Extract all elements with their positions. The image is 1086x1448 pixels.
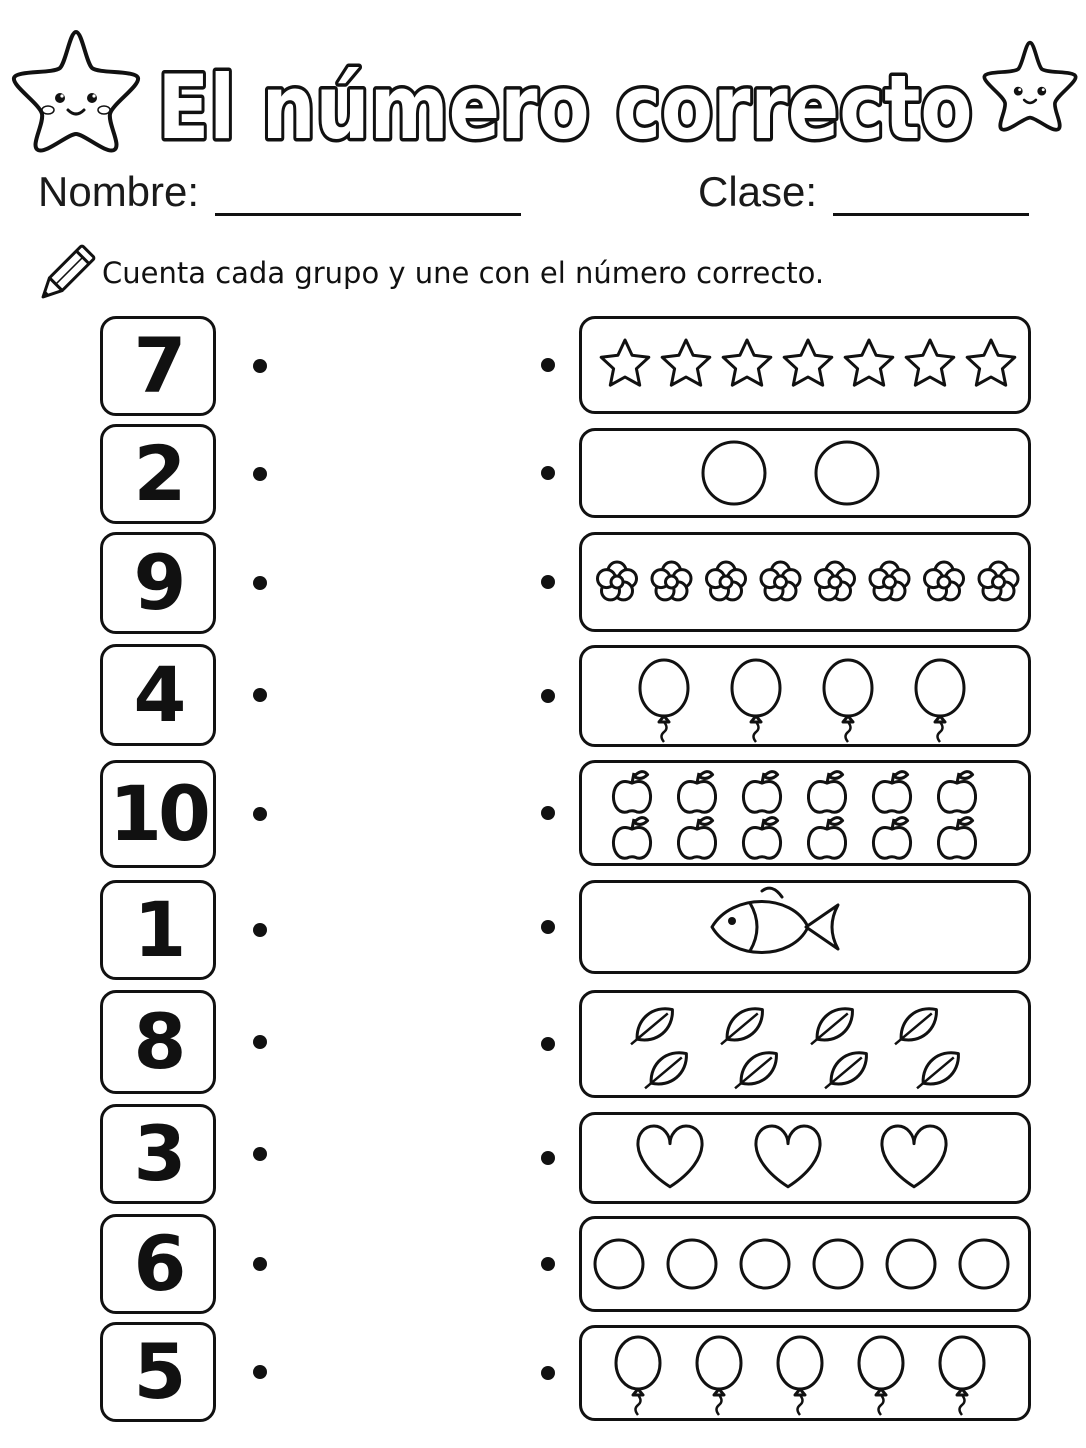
number-box: 7 — [100, 316, 216, 416]
star-icon — [906, 340, 954, 385]
balloon-icon — [916, 660, 964, 742]
picture-group-leaf — [579, 990, 1031, 1098]
balloon-icon — [640, 660, 688, 742]
picture-group-circle — [579, 1216, 1031, 1312]
name-label: Nombre: — [38, 168, 200, 215]
match-dot-left[interactable] — [253, 688, 267, 702]
apple-icon — [938, 818, 975, 859]
number-box: 10 — [100, 760, 216, 868]
number-box: 8 — [100, 990, 216, 1094]
number-box: 3 — [100, 1104, 216, 1204]
balloon-icon — [697, 1337, 741, 1415]
flower-icon — [652, 562, 691, 600]
picture-group-star — [579, 316, 1031, 414]
balloon-icon — [940, 1337, 984, 1415]
circle-icon — [741, 1240, 789, 1288]
circle-icon — [814, 1240, 862, 1288]
picture-group-balloon — [579, 1325, 1031, 1421]
apple-icon — [938, 772, 975, 813]
flower-icon — [816, 562, 855, 600]
flower-icon — [979, 562, 1018, 600]
match-dot-right[interactable] — [541, 1366, 555, 1380]
balloon-icon — [824, 660, 872, 742]
page-title-text: El número correcto — [157, 56, 973, 159]
match-dot-left[interactable] — [253, 467, 267, 481]
apple-icon — [678, 772, 715, 813]
star-icon — [601, 340, 649, 385]
leaf-icon — [887, 1000, 944, 1053]
circle-icon — [887, 1240, 935, 1288]
apple-icon — [873, 818, 910, 859]
match-dot-right[interactable] — [541, 466, 555, 480]
match-dot-right[interactable] — [541, 920, 555, 934]
match-dot-right[interactable] — [541, 1151, 555, 1165]
match-dot-left[interactable] — [253, 1365, 267, 1379]
flower-icon — [707, 562, 746, 600]
flower-icon — [761, 562, 800, 600]
apple-icon — [808, 772, 845, 813]
circle-icon — [595, 1240, 643, 1288]
match-dot-right[interactable] — [541, 575, 555, 589]
apple-icon — [873, 772, 910, 813]
match-dot-right[interactable] — [541, 1037, 555, 1051]
star-icon — [845, 340, 893, 385]
balloon-icon — [732, 660, 780, 742]
match-dot-right[interactable] — [541, 358, 555, 372]
star-icon — [967, 340, 1015, 385]
leaf-icon — [623, 1000, 680, 1053]
leaf-icon — [909, 1044, 966, 1097]
circle-icon — [668, 1240, 716, 1288]
star-mascot-icon — [980, 36, 1080, 136]
flower-icon — [870, 562, 909, 600]
match-dot-left[interactable] — [253, 807, 267, 821]
leaf-icon — [637, 1044, 694, 1097]
balloon-icon — [616, 1337, 660, 1415]
class-field — [698, 168, 1029, 216]
match-dot-right[interactable] — [541, 806, 555, 820]
instruction-text: Cuenta cada grupo y une con el número correcto. — [102, 256, 825, 290]
circle-icon — [703, 442, 765, 504]
balloon-icon — [859, 1337, 903, 1415]
name-field — [38, 168, 521, 216]
match-dot-left[interactable] — [253, 359, 267, 373]
flower-icon — [925, 562, 964, 600]
leaf-icon — [817, 1044, 874, 1097]
match-dot-right[interactable] — [541, 689, 555, 703]
circle-icon — [816, 442, 878, 504]
match-dot-left[interactable] — [253, 576, 267, 590]
picture-group-fish — [579, 880, 1031, 974]
circle-icon — [960, 1240, 1008, 1288]
heart-icon — [756, 1126, 820, 1187]
number-box: 2 — [100, 424, 216, 524]
star-mascot-icon — [8, 26, 144, 156]
balloon-icon — [778, 1337, 822, 1415]
match-dot-left[interactable] — [253, 923, 267, 937]
apple-icon — [743, 772, 780, 813]
apple-icon — [678, 818, 715, 859]
number-box: 5 — [100, 1322, 216, 1422]
star-icon — [784, 340, 832, 385]
number-box: 6 — [100, 1214, 216, 1314]
picture-group-apple — [579, 760, 1031, 866]
heart-icon — [882, 1126, 946, 1187]
star-icon — [662, 340, 710, 385]
class-blank-line[interactable] — [833, 179, 1029, 216]
class-label: Clase: — [698, 168, 818, 215]
picture-group-balloon — [579, 645, 1031, 747]
name-blank-line[interactable] — [215, 179, 521, 216]
number-box: 4 — [100, 644, 216, 746]
number-box: 9 — [100, 532, 216, 634]
number-box: 1 — [100, 880, 216, 980]
match-dot-right[interactable] — [541, 1257, 555, 1271]
pencil-icon — [34, 240, 96, 310]
apple-icon — [613, 818, 650, 859]
match-dot-left[interactable] — [253, 1035, 267, 1049]
leaf-icon — [803, 1000, 860, 1053]
worksheet-header — [0, 18, 1086, 158]
star-icon — [723, 340, 771, 385]
page-title — [150, 56, 980, 159]
apple-icon — [613, 772, 650, 813]
instruction — [34, 240, 1034, 310]
picture-group-flower — [579, 532, 1031, 632]
fish-icon — [712, 888, 838, 952]
apple-icon — [743, 818, 780, 859]
match-dot-left[interactable] — [253, 1257, 267, 1271]
leaf-icon — [727, 1044, 784, 1097]
heart-icon — [638, 1126, 702, 1187]
match-dot-left[interactable] — [253, 1147, 267, 1161]
picture-group-heart — [579, 1112, 1031, 1204]
apple-icon — [808, 818, 845, 859]
flower-icon — [598, 562, 637, 600]
picture-group-circle — [579, 428, 1031, 518]
leaf-icon — [713, 1000, 770, 1053]
